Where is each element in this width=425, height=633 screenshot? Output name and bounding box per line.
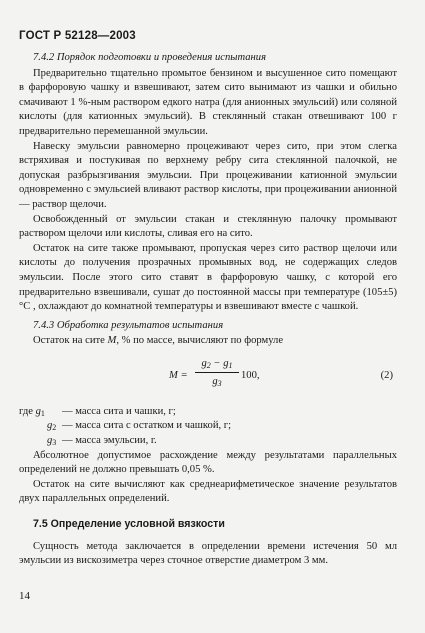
formula-fraction bbox=[195, 357, 239, 390]
paragraph: Сущность метода заключается в определении времени истечения 50 мл эмульсии из вискозиметра через сточное отверстие диаметром 3 мм. bbox=[19, 540, 397, 567]
section-heading-7-4-3: 7.4.3 Обработка результатов испытания bbox=[33, 319, 224, 331]
variable-m: М bbox=[107, 335, 117, 347]
paragraph: Предварительно тщательно промытое бензином и высушенное сито помещают в фарфоровую чашку и взвешивают, затем сито вынимают из чашки и обильно смачивают 1 %-ным раствором едкого натра (для анионных эмульсий) или соляной кислоты (для катионных эмульсий). В стеклянный стакан отвешивают 100 г предварительно перемешанной эмульсии. bbox=[19, 67, 397, 137]
section-heading-7-4-2: 7.4.2 Порядок подготовки и проведения испытания bbox=[33, 52, 267, 63]
legend-description: — масса сита и чашки, г; bbox=[62, 405, 176, 417]
intro-text-tail: , % по массе, вычисляют по формуле bbox=[116, 335, 284, 347]
paragraph: Освобожденный от эмульсии стакан и стеклянную палочку промывают раствором щелочи или кислоты, сливая его на сито. bbox=[19, 213, 397, 240]
formula-coefficient: 100, bbox=[241, 369, 260, 381]
paragraph: Абсолютное допустимое расхождение между результатами параллельных определений не должно превышать 0,05 %. bbox=[19, 449, 397, 476]
legend-row bbox=[19, 419, 397, 434]
intro-text: Остаток на сите bbox=[33, 335, 108, 347]
legend-symbol: где $g_1$ bbox=[19, 405, 45, 418]
page-number: 14 bbox=[19, 590, 30, 602]
formula-denominator: $g_3$ bbox=[212, 376, 222, 389]
legend-description: — масса сита с остатком и чашкой, г; bbox=[62, 420, 232, 432]
legend-description: — масса эмульсии, г. bbox=[62, 435, 157, 447]
paragraph: Остаток на сите также промывают, пропуская через сито раствор щелочи или кислоты до получения прозрачных промывных вод, не содержащих следов эмульсии. После этого сито ставят в фарфоровую чашку, с которой его предварительно взвешивали, сушат до постоянной массы при температуре (105±5) °С , охлаждают до комнатной температуры и взвешивают вместе с чашкой. bbox=[19, 242, 397, 313]
formula-legend bbox=[19, 405, 397, 449]
formula-2 bbox=[19, 355, 397, 401]
formula-number: (2) bbox=[380, 369, 393, 381]
paragraph-formula-intro bbox=[19, 334, 397, 349]
formula-lhs: M = bbox=[169, 369, 188, 381]
legend-row bbox=[19, 405, 397, 420]
section-heading-7-5: 7.5 Определение условной вязкости bbox=[33, 518, 225, 531]
legend-symbol: $g_2$ bbox=[47, 420, 57, 433]
paragraph: Навеску эмульсии равномерно процеживают через сито, при этом слегка встряхивая и постукивая по верхнему ребру сита стеклянной палочкой, не допуская разбрызгивания эмульсии. При процеживании катионной эмульсии одновременно с эмульсией вливают раствор кислоты, при процеживании анионной — раствор щелочи. bbox=[19, 140, 397, 210]
paragraph: Остаток на сите вычисляют как среднеарифметическое значение результатов двух параллельных определений. bbox=[19, 478, 397, 505]
formula-numerator: $g_2 - g_1$ bbox=[195, 357, 239, 374]
legend-row bbox=[19, 434, 397, 449]
document-header: ГОСТ Р 52128—2003 bbox=[19, 30, 136, 42]
legend-symbol: $g_3$ bbox=[47, 435, 57, 448]
document-body bbox=[19, 51, 397, 569]
